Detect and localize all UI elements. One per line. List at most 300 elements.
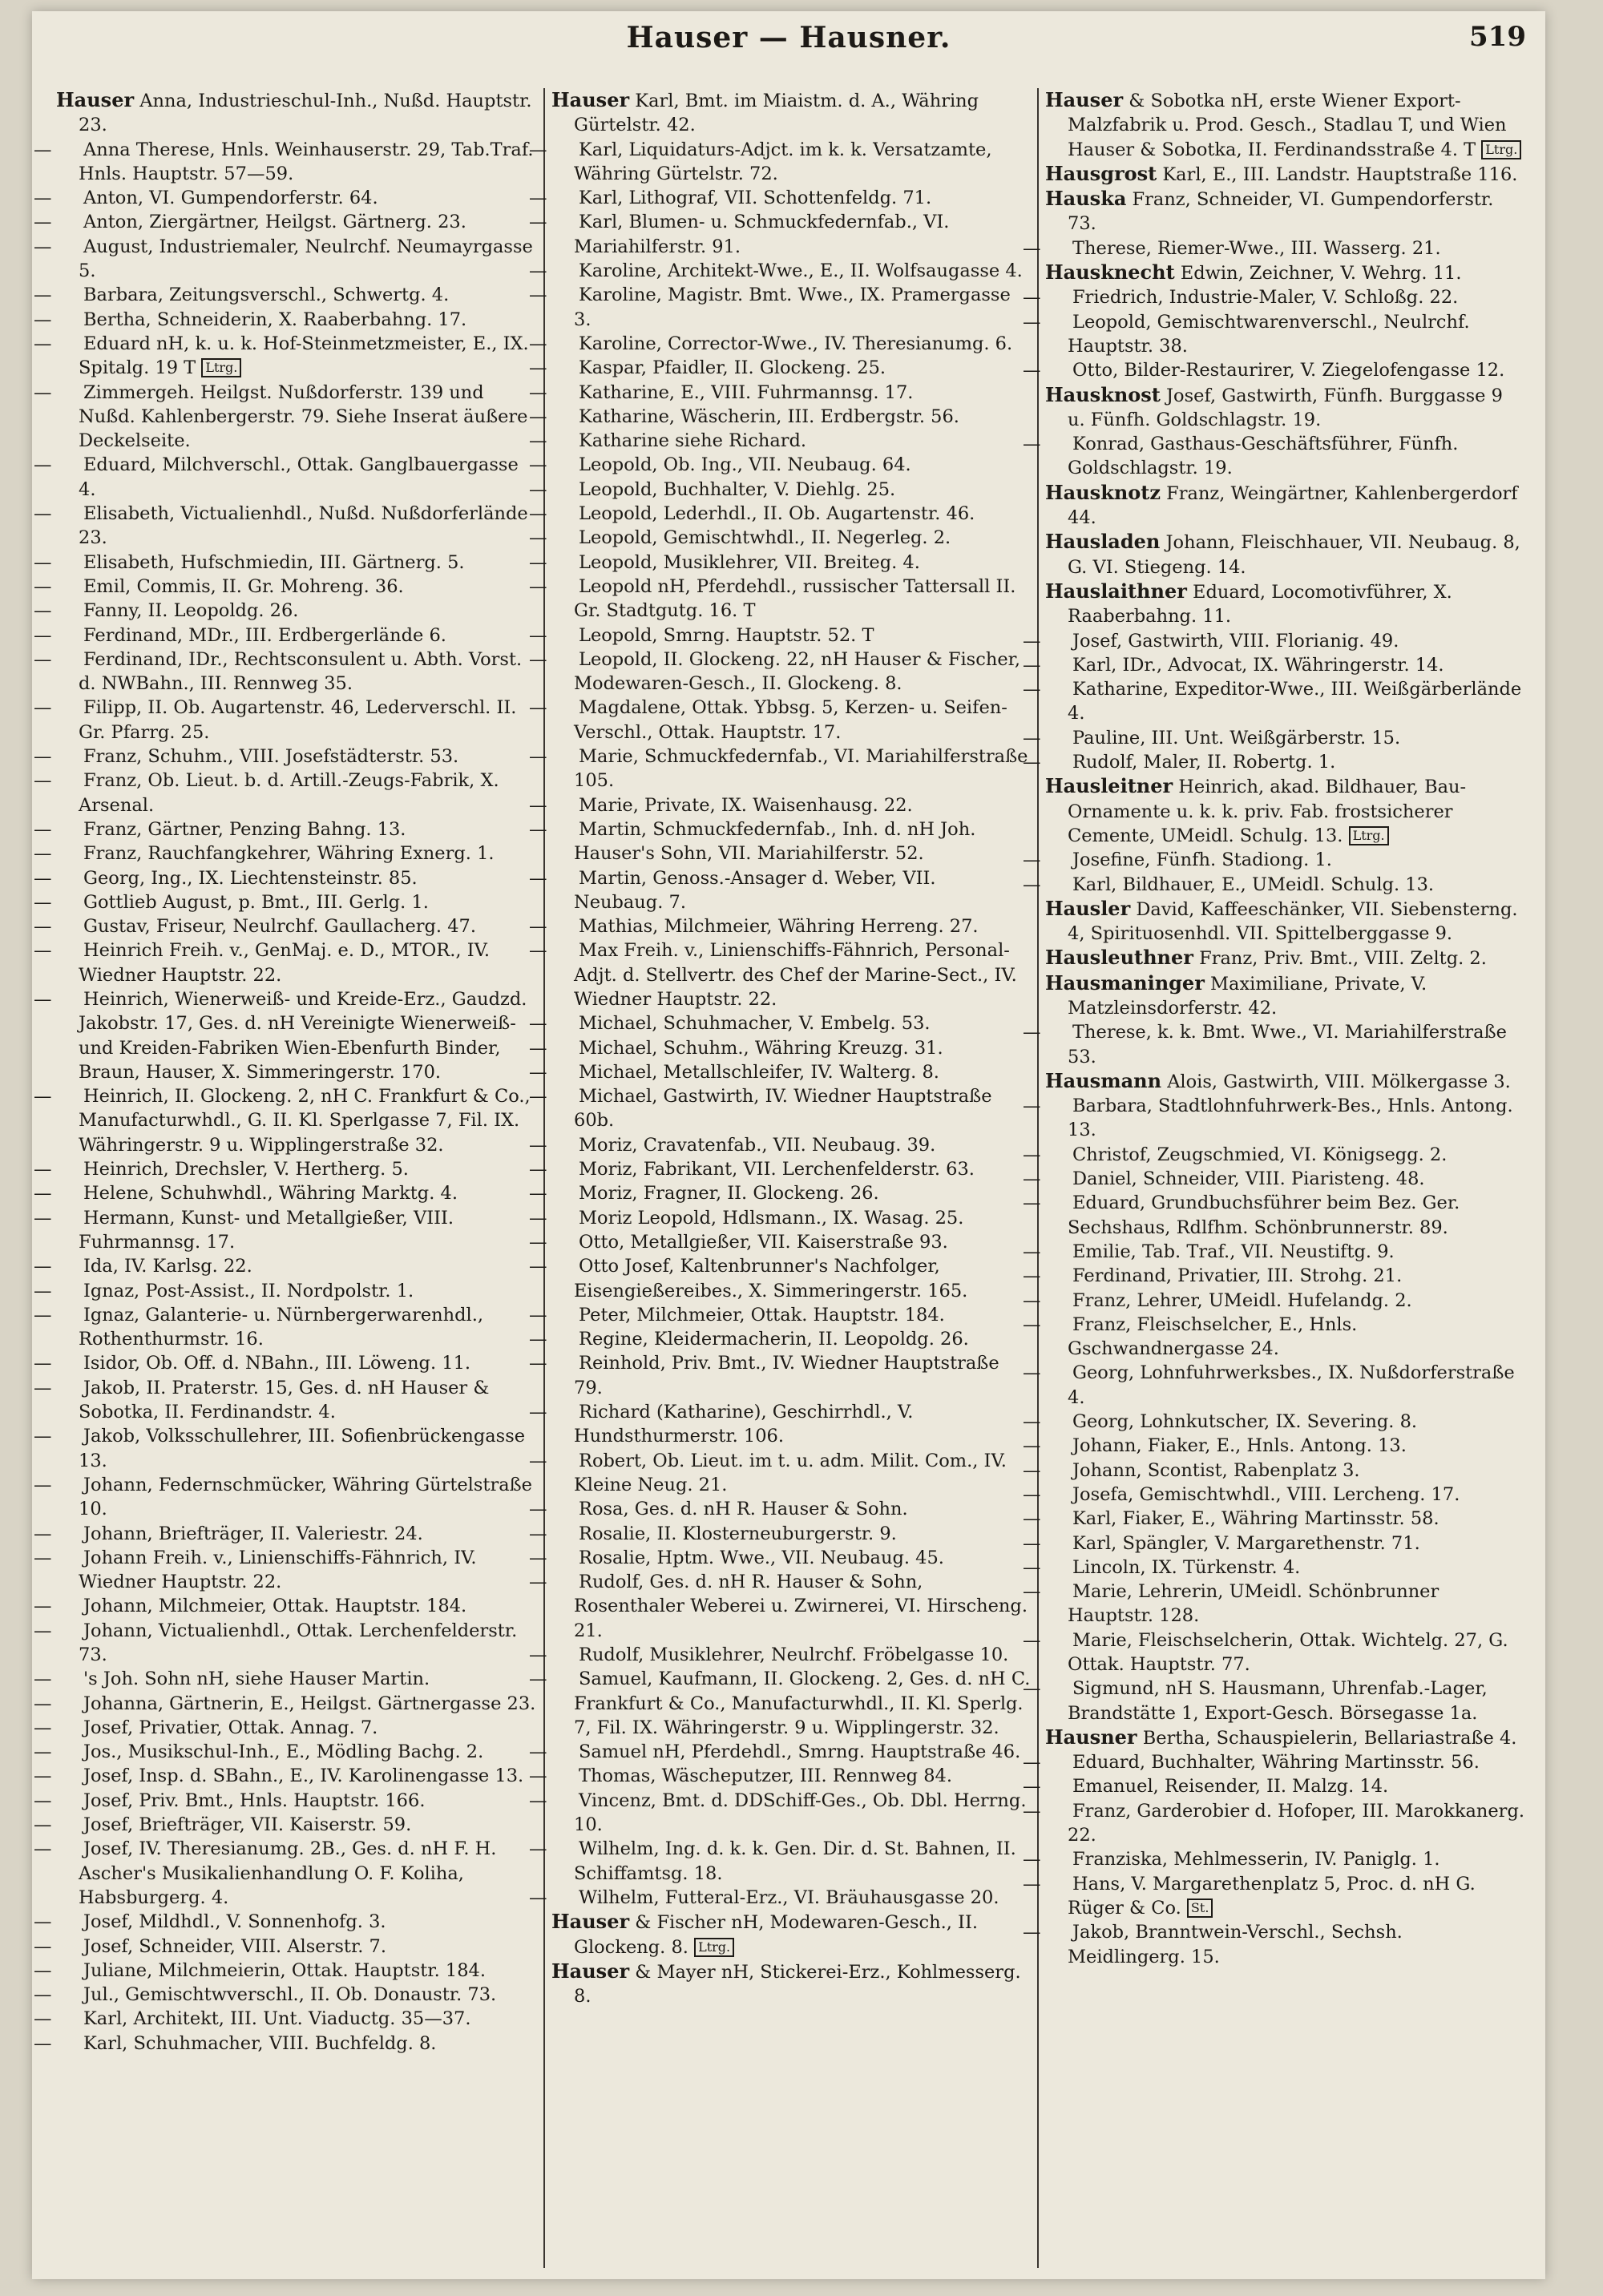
directory-entry [34,1983,537,2007]
ditto-dash: — [34,1183,52,1204]
entry-tag-badge: St. [1187,1899,1213,1918]
entry-text: Anna, Industrieschul-Inh., Nußd. Hauptstr. 23. [79,91,532,136]
directory-entry [34,1667,537,1691]
entry-text: Franz, Weingärtner, Kahlenbergerdorf 44. [1068,482,1518,529]
directory-entry [1023,1799,1524,1848]
ditto-dash: — [34,1426,52,1447]
entry-text: Mathias, Milchmeier, Währing Herreng. 27. [579,916,979,938]
entry-text: Josef, Mildhdl., V. Sonnenhofg. 3. [83,1911,386,1933]
ditto-dash: — [529,1207,547,1229]
entry-text: Reinhold, Priv. Bmt., IV. Wiedner Hauptstraße 79. [574,1353,999,1398]
directory-entry [529,1133,1031,1157]
ditto-dash: — [529,1669,547,1690]
entry-text: Josef, Briefträger, VII. Kaiserstr. 59. [83,1814,412,1836]
directory-entry [1023,1677,1524,1725]
directory-entry [34,1254,537,1278]
ditto-dash: — [34,1669,52,1690]
entry-text: Ignaz, Galanterie- u. Nürnbergerwarenhdl., Rothenthurmstr. 16. [79,1304,484,1350]
ditto-dash: — [34,1984,52,2006]
entry-text: Franziska, Mehlmesserin, IV. Paniglg. 1. [1072,1849,1440,1870]
directory-entry [34,186,537,210]
ditto-dash: — [529,575,547,597]
directory-entry [529,429,1031,453]
entry-text: Marie, Private, IX. Waisenhausg. 22. [579,794,913,816]
directory-entry [1045,187,1524,236]
ditto-dash: — [34,1353,52,1374]
directory-entry [529,793,1031,817]
directory-entry [1023,1847,1524,1871]
ditto-dash: — [34,188,52,209]
ditto-dash: — [1023,434,1041,455]
directory-entry [1045,1725,1524,1750]
entry-text: Josef, Schneider, VIII. Alserstr. 7. [83,1935,386,1957]
ditto-dash: — [34,1159,52,1180]
directory-entry [34,1206,537,1255]
entry-text: Johann, Fiaker, E., Hnls. Antong. 13. [1072,1435,1407,1457]
entry-text: Karl, Fiaker, E., Währing Martinsstr. 58. [1072,1508,1439,1530]
directory-entry [1023,1580,1524,1628]
ditto-dash: — [529,1183,547,1204]
directory-entry [34,1813,537,1837]
directory-entry [34,1084,537,1157]
entry-text: Helene, Schuhwhdl., Währing Marktg. 4. [83,1183,458,1204]
ditto-dash: — [1023,849,1041,871]
entry-text: Anton, Ziergärtner, Heilgst. Gärtnerg. 23. [83,212,466,233]
entry-text: Gustav, Friseur, Neulrchf. Gaullacherg. 47. [83,916,477,938]
directory-entry [529,744,1031,793]
directory-entry [529,866,1031,915]
ditto-dash: — [1023,1459,1041,1481]
ditto-dash: — [529,1765,547,1787]
directory-entry [34,551,537,575]
entry-text: Leopold, Smrng. Hauptstr. 52. T [579,624,874,646]
entry-text: Georg, Ing., IX. Liechtensteinstr. 85. [83,867,418,889]
ditto-dash: — [529,188,547,209]
page-title: Hauser — Hausner. [626,21,951,54]
directory-entry [1023,310,1524,359]
directory-entry [34,210,537,234]
directory-entry [529,1667,1031,1740]
entry-text: Rudolf, Ges. d. nH R. Hauser & Sohn, Rosenthaler Weberei u. Zwirnerei, VI. Hirscheng. 21. [574,1572,1028,1641]
entry-text: Josef, Gastwirth, VIII. Florianig. 49. [1072,630,1399,652]
entry-text: Karl, Lithograf, VII. Schottenfeldg. 71. [579,188,932,209]
entry-text: Karl, IDr., Advocat, IX. Währingerstr. 14. [1072,654,1444,676]
directory-entry [1023,1264,1524,1288]
ditto-dash: — [1023,1362,1041,1384]
entry-text: Katharine, Expeditor-Wwe., III. Weißgärberlände 4. [1068,679,1522,724]
entry-text: Leopold, Gemischtwhdl., II. Negerleg. 2. [579,527,951,549]
ditto-dash: — [1023,1241,1041,1262]
ditto-dash: — [529,1838,547,1860]
entry-text: Franz, Gärtner, Penzing Bahng. 13. [83,818,406,840]
entry-text: Barbara, Zeitungsverschl., Schwertg. 4. [83,284,450,306]
entry-text: Elisabeth, Hufschmiedin, III. Gärtnerg. 5. [83,551,465,573]
ditto-dash: — [34,1693,52,1714]
ditto-dash: — [529,1061,547,1083]
directory-entry [529,1036,1031,1060]
directory-entry [529,551,1031,575]
directory-entry [1023,1167,1524,1191]
directory-entry [1023,1191,1524,1240]
entry-text: Franz, Schneider, VI. Gumpendorferstr. 73. [1068,189,1494,235]
entry-text: Katharine siehe Richard. [579,430,807,452]
entry-text: Gottlieb August, p. Bmt., III. Gerlg. 1. [83,891,429,913]
entry-text: Marie, Schmuckfedernfab., VI. Mariahilferstraße 105. [574,746,1028,792]
entry-text: Marie, Fleischselcherin, Ottak. Wichtelg. 27, G. Ottak. Hauptstr. 77. [1068,1629,1508,1675]
entry-text: Rudolf, Maler, II. Robertg. 1. [1072,752,1336,773]
ditto-dash: — [34,1256,52,1277]
directory-entry [529,938,1031,1011]
entry-text: Filipp, II. Ob. Augartenstr. 46, Lederverschl. II. Gr. Pfarrg. 25. [79,697,517,743]
entry-text: Rosa, Ges. d. nH R. Hauser & Sohn. [579,1499,908,1520]
directory-entry [529,453,1031,477]
ditto-dash: — [529,794,547,816]
directory-entry [34,623,537,648]
entry-text: Heinrich Freih. v., GenMaj. e. D., MTOR., IV. Wiedner Hauptstr. 22. [79,940,491,986]
entry-text: Therese, Riemer-Wwe., III. Wasserg. 21. [1072,237,1441,259]
entry-text: Juliane, Milchmeierin, Ottak. Hauptstr. 184. [83,1959,486,1981]
ditto-dash: — [34,1596,52,1617]
directory-entry [1045,774,1524,848]
entry-text: 's Joh. Sohn nH, siehe Hauser Martin. [83,1669,430,1690]
directory-entry [34,1837,537,1910]
directory-entry [34,841,537,866]
entry-text: Franz, Lehrer, UMeidl. Hufelandg. 2. [1072,1289,1412,1311]
entry-text: Regine, Kleidermacherin, II. Leopoldg. 26. [579,1329,969,1350]
entry-text: Eduard, Locomotivführer, X. Raaberbahng. 11. [1068,581,1452,627]
ditto-dash: — [34,503,52,525]
directory-entry [1023,1361,1524,1410]
directory-entry [34,1959,537,1983]
entry-text: Josef, IV. Theresianumg. 2B., Ges. d. nH F. H. Ascher's Musikalienhandlung O. F. Koliha, Habsburgerg. 4. [79,1838,497,1908]
entry-text: Zimmergeh. Heilgst. Nußdorferstr. 139 und Nußd. Kahlenbergerstr. 79. Siehe Inserat äußere Deckelseite. [79,381,528,452]
directory-entry [34,599,537,623]
ditto-dash: — [1023,360,1041,381]
ditto-dash: — [1023,1289,1041,1311]
entry-text: Alois, Gastwirth, VIII. Mölkergasse 3. [1167,1071,1511,1092]
directory-entry [34,453,537,502]
directory-entry [1023,1289,1524,1313]
ditto-dash: — [529,916,547,938]
directory-entry [34,817,537,841]
directory-entry [34,1546,537,1595]
entry-text: Karl, Architekt, III. Unt. Viaductg. 35—37. [83,2008,471,2030]
ditto-dash: — [1023,287,1041,309]
entry-text: Johann, Scontist, Rabenplatz 3. [1072,1459,1360,1481]
entry-text: Katharine, E., VIII. Fuhrmannsg. 17. [579,381,914,403]
ditto-dash: — [1023,679,1041,700]
directory-entry [34,1619,537,1668]
directory-entry [529,356,1031,380]
entry-text: Samuel, Kaufmann, II. Glockeng. 2, Ges. d. nH C. Frankfurt & Co., Manufacturwhdl., II. Kl. Sperlg. 7, Fil. IX. Währingerstr. 9 u. Wipplingerstr. 32. [574,1669,1031,1738]
entry-text: & Sobotka nH, erste Wiener Export-Malzfabrik u. Prod. Gesch., Stadlau T, und Wien Hauser & Sobotka, II. Ferdinandsstraße 4. T [1068,91,1507,160]
ditto-dash: — [1023,1629,1041,1651]
entry-text: Marie, Lehrerin, UMeidl. Schönbrunner Hauptstr. 128. [1068,1581,1439,1627]
directory-entry [529,696,1031,744]
entry-surname: Hausgrost [1045,161,1157,185]
ditto-dash: — [529,1886,547,1908]
ditto-dash: — [1023,1922,1041,1943]
directory-entry [34,1789,537,1813]
entry-text: Georg, Lohnfuhrwerksbes., IX. Nußdorferstraße 4. [1068,1362,1515,1408]
entry-surname: Hauska [1045,187,1127,211]
entry-text: Karl, Spängler, V. Margarethenstr. 71. [1072,1532,1420,1554]
entry-text: Peter, Milchmeier, Ottak. Hauptstr. 184. [579,1304,945,1326]
directory-entry [1023,1920,1524,1969]
ditto-dash: — [529,333,547,354]
entry-text: Heinrich, akad. Bildhauer, Bau-Ornamente u. k. k. priv. Fab. frostsicherer Cemente, UMeidl. Schulg. 13. [1068,777,1467,846]
directory-entry [529,1764,1031,1788]
ditto-dash: — [34,575,52,597]
ditto-dash: — [1023,1776,1041,1798]
ditto-dash: — [34,1620,52,1641]
ditto-dash: — [1023,1168,1041,1190]
ditto-dash: — [1023,1532,1041,1554]
entry-text: Leopold, Buchhalter, V. Diehlg. 25. [579,478,896,500]
ditto-dash: — [529,284,547,306]
entry-text: Moriz, Fabrikant, VII. Lerchenfelderstr. 63. [579,1159,975,1180]
entry-text: Heinrich, II. Glockeng. 2, nH C. Frankfurt & Co., Manufacturwhdl., G. II. Kl. Sperlgasse 7, Fil. IX. Währingerstr. 9 u. Wipplingerstraße 32. [79,1086,531,1156]
entry-text: Johann, Federnschmücker, Währing Gürtelstraße 10. [79,1474,532,1520]
ditto-dash: — [1023,874,1041,895]
ditto-dash: — [529,1450,547,1471]
ditto-dash: — [34,309,52,330]
directory-entry [529,1011,1031,1035]
directory-entry [551,1910,1031,1959]
entry-text: Franz, Fleischselcher, E., Hnls. Gschwandnergasse 24. [1068,1313,1358,1360]
ditto-dash: — [34,1717,52,1738]
ditto-dash: — [34,600,52,622]
ditto-dash: — [34,333,52,354]
directory-entry [1023,1094,1524,1143]
directory-page [32,11,1545,2279]
entry-text: Friedrich, Industrie-Maler, V. Schloßg. 22. [1072,287,1459,309]
directory-entry [529,1181,1031,1205]
entry-text: Jakob, II. Praterstr. 15, Ges. d. nH Hauser & Sobotka, II. Ferdinandstr. 4. [79,1377,490,1423]
directory-entry [34,1181,537,1205]
ditto-dash: — [34,1086,52,1108]
ditto-dash: — [1023,1752,1041,1773]
directory-entry [529,1351,1031,1400]
ditto-dash: — [1023,1144,1041,1165]
ditto-dash: — [34,284,52,306]
ditto-dash: — [529,1402,547,1423]
ditto-dash: — [34,697,52,719]
directory-entry [1023,432,1524,481]
entry-text: Johann, Briefträger, II. Valeriestr. 24. [83,1523,423,1544]
entry-text: Leopold, Musiklehrer, VII. Breiteg. 4. [579,551,920,573]
ditto-dash: — [1023,1678,1041,1700]
entry-text: Jos., Musikschul-Inh., E., Mödling Bachg. 2. [83,1741,484,1763]
ditto-dash: — [34,381,52,403]
entry-tag-badge: Ltrg. [201,358,241,377]
directory-entry [529,817,1031,866]
ditto-dash: — [34,1207,52,1229]
entry-text: Franz, Rauchfangkehrer, Währing Exnerg. 1. [83,843,495,865]
ditto-dash: — [34,1838,52,1860]
entry-text: Johann, Fleischhauer, VII. Neubaug. 8, G. VI. Stiegeng. 14. [1068,532,1520,578]
ditto-dash: — [529,697,547,719]
ditto-dash: — [529,1644,547,1665]
ditto-dash: — [529,1231,547,1253]
entry-text: Josef, Priv. Bmt., Hnls. Hauptstr. 166. [83,1790,426,1811]
directory-entry [529,1327,1031,1351]
directory-entry [1023,1556,1524,1580]
directory-entry [529,575,1031,623]
directory-entry [529,405,1031,429]
ditto-dash: — [34,1790,52,1811]
entry-text: Moriz Leopold, Hdlsmann., IX. Wasag. 25. [579,1207,964,1229]
column-2 [529,88,1037,2268]
directory-entry [34,1740,537,1764]
directory-entry [529,1886,1031,1910]
directory-entry [529,1740,1031,1764]
directory-entry [34,890,537,914]
ditto-dash: — [529,430,547,452]
directory-entry [1045,88,1524,162]
entry-text: Leopold nH, Pferdehdl., russischer Tattersall II. Gr. Stadtgutg. 16. T [574,575,1016,622]
directory-entry [34,1764,537,1788]
directory-entry [529,1206,1031,1230]
directory-entry [34,866,537,890]
directory-entry [34,1279,537,1303]
ditto-dash: — [34,916,52,938]
entry-text: Karl, Bmt. im Miaistm. d. A., Währing Gürtelstr. 42. [574,91,979,136]
directory-entry [1023,285,1524,309]
entry-text: Anna Therese, Hnls. Weinhauserstr. 29, Tab.Traf. Hnls. Hauptstr. 57—59. [79,139,534,184]
directory-entry [34,1716,537,1740]
entry-text: Ferdinand, MDr., III. Erdbergerlände 6. [83,624,446,646]
page-header [32,16,1545,64]
ditto-dash: — [529,1013,547,1035]
directory-entry [34,1473,537,1522]
directory-entry [1045,481,1524,531]
directory-entry [1023,677,1524,726]
entry-text: Karoline, Corrector-Wwe., IV. Theresianumg. 6. [579,333,1013,354]
ditto-dash: — [34,454,52,476]
entry-surname: Hauser [551,88,630,111]
entry-text: Edwin, Zeichner, V. Wehrg. 11. [1180,263,1462,284]
entry-text: Emil, Commis, II. Gr. Mohreng. 36. [83,575,404,597]
ditto-dash: — [34,746,52,768]
ditto-dash: — [1023,752,1041,773]
entry-text: Konrad, Gasthaus-Geschäftsführer, Fünfh. Goldschlagstr. 19. [1068,434,1459,479]
ditto-dash: — [529,1353,547,1374]
columns [34,88,1532,2268]
entry-surname: Hausmann [1045,1068,1162,1092]
directory-entry [34,744,537,769]
entry-text: Bertha, Schneiderin, X. Raaberbahng. 17. [83,309,467,330]
ditto-dash: — [1023,654,1041,676]
ditto-dash: — [529,648,547,670]
directory-entry [529,526,1031,550]
ditto-dash: — [529,1159,547,1180]
entry-text: Otto, Metallgießer, VII. Kaiserstraße 93. [579,1231,948,1253]
ditto-dash: — [34,770,52,792]
entry-text: Thomas, Wäscheputzer, III. Rennweg 84. [579,1765,952,1787]
entry-text: Maximiliane, Private, V. Matzleinsdorferstr. 42. [1068,973,1427,1019]
entry-text: Karl, E., III. Landstr. Hauptstraße 116. [1162,163,1518,185]
ditto-dash: — [1023,1556,1041,1578]
directory-entry [529,478,1031,502]
entry-text: Martin, Schmuckfedernfab., Inh. d. nH Joh. Hauser's Sohn, VII. Mariahilferstr. 52. [574,818,976,865]
ditto-dash: — [529,624,547,646]
entry-text: Emanuel, Reisender, II. Malzg. 14. [1072,1776,1389,1798]
ditto-dash: — [529,212,547,233]
directory-entry [1045,946,1524,970]
directory-entry [529,502,1031,526]
ditto-dash: — [1023,1435,1041,1457]
entry-text: Pauline, III. Unt. Weißgärberstr. 15. [1072,727,1401,749]
entry-text: Rosalie, II. Klosterneuburgerstr. 9. [579,1523,897,1544]
directory-entry [1045,579,1524,629]
entry-text: Karoline, Magistr. Bmt. Wwe., IX. Pramergasse 3. [574,284,1011,330]
ditto-dash: — [1023,237,1041,259]
entry-text: Magdalene, Ottak. Ybbsg. 5, Kerzen- u. Seifen-Verschl., Ottak. Hauptstr. 17. [574,697,1007,743]
entry-text: Johann, Victualienhdl., Ottak. Lerchenfelderstr. 73. [79,1620,518,1665]
directory-entry [34,769,537,817]
directory-entry [1045,971,1524,1021]
entry-text: & Fischer nH, Modewaren-Gesch., II. Glockeng. 8. [574,1912,978,1958]
directory-entry [529,381,1031,405]
ditto-dash: — [529,1134,547,1156]
entry-text: Kaspar, Pfaidler, II. Glockeng. 25. [579,357,886,379]
directory-entry [34,987,537,1084]
directory-entry [529,914,1031,938]
entry-surname: Hausladen [1045,530,1161,554]
entry-text: Josefine, Fünfh. Stadiong. 1. [1072,849,1332,871]
directory-entry [1023,1020,1524,1069]
entry-text: Isidor, Ob. Off. d. NBahn., III. Löweng. 11. [83,1353,471,1374]
ditto-dash: — [529,1547,547,1568]
entry-text: Michael, Schuhmacher, V. Embelg. 53. [579,1013,931,1035]
ditto-dash: — [529,527,547,549]
ditto-dash: — [529,746,547,768]
entry-surname: Hausknotz [1045,480,1161,504]
directory-entry [529,332,1031,356]
entry-text: Eduard, Buchhalter, Währing Martinsstr. 56. [1072,1752,1480,1773]
entry-text: Leopold, Lederhdl., II. Ob. Augartenstr. 46. [579,503,975,525]
ditto-dash: — [529,1572,547,1593]
directory-entry [56,88,537,138]
entry-text: Wilhelm, Futteral-Erz., VI. Bräuhausgasse 20. [579,1886,999,1908]
ditto-dash: — [1023,1096,1041,1117]
entry-text: Josefa, Gemischtwhdl., VIII. Lercheng. 17. [1072,1483,1460,1505]
directory-entry [1023,1313,1524,1362]
ditto-dash: — [34,551,52,573]
entry-text: Karl, Blumen- u. Schmuckfedernfab., VI. Mariahilferstr. 91. [574,212,950,257]
directory-entry [1045,530,1524,579]
ditto-dash: — [1023,1483,1041,1505]
ditto-dash: — [34,1959,52,1981]
ditto-dash: — [34,1304,52,1326]
entry-text: Ignaz, Post-Assist., II. Nordpolstr. 1. [83,1280,414,1301]
entry-text: August, Industriemaler, Neulrchf. Neumayrgasse 5. [79,236,533,282]
ditto-dash: — [34,1911,52,1933]
entry-text: Leopold, Ob. Ing., VII. Neubaug. 64. [579,454,911,476]
ditto-dash: — [1023,727,1041,749]
entry-text: Jul., Gemischtwverschl., II. Ob. Donaustr. 73. [83,1984,497,2006]
entry-text: Moriz, Fragner, II. Glockeng. 26. [579,1183,879,1204]
directory-entry [1023,629,1524,653]
entry-surname: Hausleuthner [1045,946,1193,970]
entry-text: Josef, Gastwirth, Fünfh. Burggasse 9 u. Fünfh. Goldschlagstr. 19. [1068,385,1503,430]
entry-text: Heinrich, Wienerweiß- und Kreide-Erz., Gaudzd. Jakobstr. 17, Ges. d. nH Vereinigte Wienerweiß- und Kreiden-Fabriken Wien-Ebenfurth Binder, Braun, Hauser, X. Simmeringerstr. 170. [79,988,527,1083]
ditto-dash: — [529,139,547,160]
entry-text: Sigmund, nH S. Hausmann, Uhrenfab.-Lager, Brandstätte 1, Export-Gesch. Börsegasse 1a. [1068,1678,1488,1724]
directory-entry [1045,260,1524,285]
directory-entry [529,1570,1031,1643]
